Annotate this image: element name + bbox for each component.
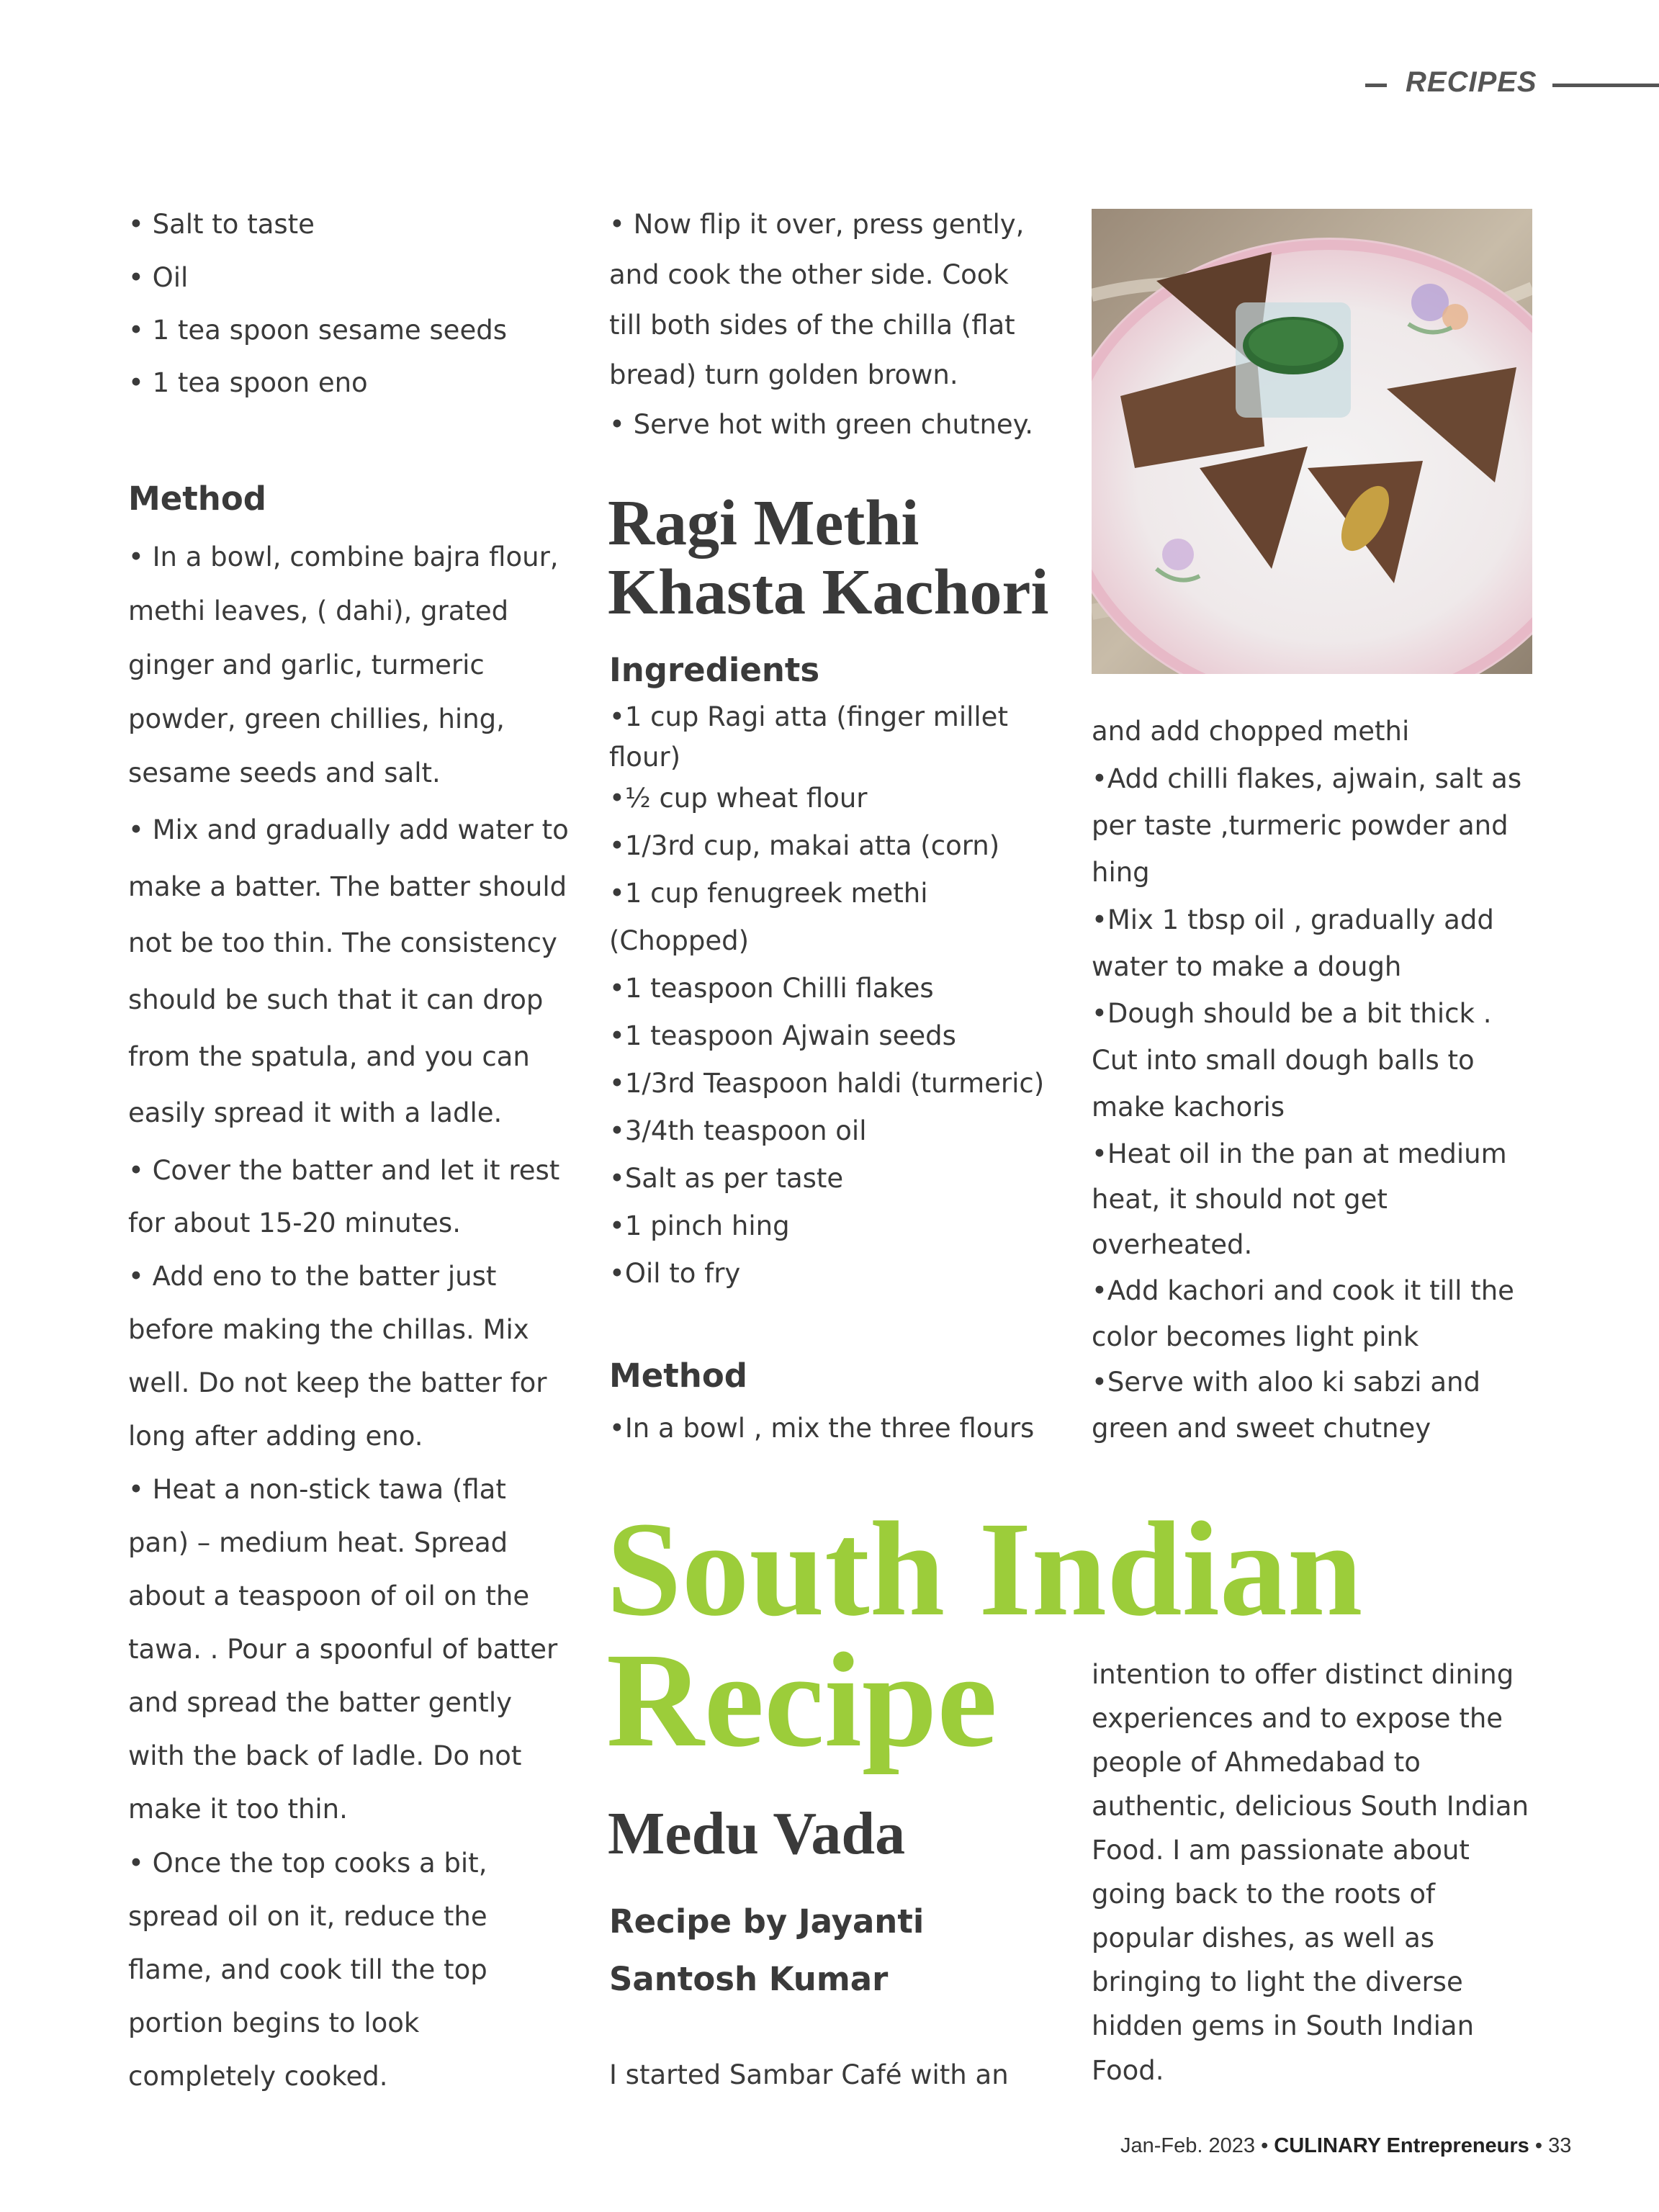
method-line: not be too thin. The consistency [128,927,557,958]
method-line: per taste ,turmeric powder and [1092,810,1509,841]
ingredient-line: •3/4th teaspoon oil [609,1115,867,1146]
ingredient-line: •1 cup Ragi atta (finger millet [609,701,1008,732]
method-line: powder, green chillies, hing, [128,703,505,734]
method-line: should be such that it can drop [128,984,544,1015]
method-line: green and sweet chutney [1092,1413,1431,1444]
method-line: •Add kachori and cook it till the [1092,1275,1514,1306]
method-line: • Cover the batter and let it rest [128,1155,560,1186]
byline: Recipe by Jayanti [609,1902,925,1941]
footer-bullet: • [1261,2134,1274,2157]
intro-line: authentic, delicious South Indian [1092,1791,1529,1822]
intro-line: popular dishes, as well as [1092,1923,1435,1954]
method-line: and cook the other side. Cook [609,259,1009,290]
ingredient-line: flour) [609,742,681,773]
method-line: about a teaspoon of oil on the [128,1581,530,1611]
method-line: portion begins to look [128,2008,420,2038]
method-line: •Dough should be a bit thick . [1092,998,1492,1029]
method-heading: Method [609,1357,747,1395]
method-line: hing [1092,857,1150,888]
method-line: before making the chillas. Mix [128,1314,529,1345]
method-line: •Mix 1 tbsp oil , gradually add [1092,904,1494,935]
magazine-name: CULINARY Entrepreneurs [1274,2134,1529,2157]
ingredient-line: •1/3rd Teaspoon haldi (turmeric) [609,1068,1045,1099]
intro-line: I started Sambar Café with an [609,2059,1009,2090]
ingredient-line: •Oil to fry [609,1258,741,1289]
method-line: make it too thin. [128,1794,348,1825]
method-line: tawa. . Pour a spoonful of batter [128,1634,558,1665]
method-line: easily spread it with a ladle. [128,1097,503,1128]
method-line: • Once the top cooks a bit, [128,1848,487,1879]
ingredient-line: •1 pinch hing [609,1210,790,1241]
method-line: make kachoris [1092,1092,1285,1123]
method-line: methi leaves, ( dahi), grated [128,595,509,626]
method-line: bread) turn golden brown. [609,359,958,390]
method-line: •In a bowl , mix the three flours [609,1413,1035,1444]
method-line: with the back of ladle. Do not [128,1740,522,1771]
ingredient-line: • Oil [128,262,189,293]
method-line: sesame seeds and salt. [128,757,441,788]
method-line: heat, it should not get [1092,1184,1388,1215]
method-line: • Mix and gradually add water to [128,814,569,845]
ingredient-line: • Salt to taste [128,209,315,240]
method-line: • Now flip it over, press gently, [609,209,1025,240]
intro-line: Food. I am passionate about [1092,1835,1470,1866]
ingredient-line: •½ cup wheat flour [609,783,868,814]
ingredient-line: • 1 tea spoon sesame seeds [128,315,507,346]
intro-line: bringing to light the diverse [1092,1966,1463,1997]
method-line: ginger and garlic, turmeric [128,649,485,680]
method-line: • Heat a non-stick tawa (flat [128,1474,506,1505]
dish-photo [1092,209,1532,674]
ingredient-line: (Chopped) [609,925,750,956]
ingredient-line: •1 teaspoon Chilli flakes [609,973,934,1004]
method-line: water to make a dough [1092,951,1402,982]
ingredient-line: •1/3rd cup, makai atta (corn) [609,830,1000,861]
method-line: overheated. [1092,1229,1253,1260]
method-heading: Method [128,480,266,518]
method-line: •Heat oil in the pan at medium [1092,1138,1507,1169]
ingredient-line: • 1 tea spoon eno [128,367,368,398]
recipe-title: Ragi Methi [608,487,920,559]
intro-line: hidden gems in South Indian [1092,2010,1475,2041]
method-line: long after adding eno. [128,1421,423,1452]
recipe-title: Khasta Kachori [608,557,1049,628]
intro-line: intention to offer distinct dining [1092,1659,1514,1690]
page-number: 33 [1548,2134,1572,2157]
intro-line: going back to the roots of [1092,1879,1436,1910]
footer-bullet: • [1534,2134,1549,2157]
method-line: well. Do not keep the batter for [128,1367,547,1398]
method-line: and spread the batter gently [128,1687,512,1718]
method-line: pan) – medium heat. Spread [128,1527,508,1558]
ingredient-line: •1 cup fenugreek methi [609,878,928,909]
method-line: flame, and cook till the top [128,1954,487,1985]
method-line: •Serve with aloo ki sabzi and [1092,1367,1480,1398]
method-line: color becomes light pink [1092,1321,1419,1352]
method-line: for about 15-20 minutes. [128,1208,461,1238]
section-label: RECIPES [1406,66,1537,98]
header-rule [1552,84,1659,87]
method-line: completely cooked. [128,2061,388,2092]
chilla-photo-illustration [1092,209,1532,674]
dish-title: Medu Vada [608,1800,906,1867]
intro-line: experiences and to expose the [1092,1703,1503,1734]
section-title: Recipe [606,1624,997,1775]
method-line: till both sides of the chilla (flat [609,310,1015,341]
byline: Santosh Kumar [609,1960,889,1998]
method-line: • Serve hot with green chutney. [609,409,1034,440]
method-line: Cut into small dough balls to [1092,1045,1475,1076]
method-line: spread oil on it, reduce the [128,1901,487,1932]
section-title: South Indian [606,1493,1363,1644]
ingredient-line: •Salt as per taste [609,1163,844,1194]
method-line: • Add eno to the batter just [128,1261,497,1292]
issue-date: Jan-Feb. 2023 [1120,2134,1256,2157]
method-line: • In a bowl, combine bajra flour, [128,541,559,572]
intro-line: Food. [1092,2055,1164,2086]
method-line: •Add chilli flakes, ajwain, salt as [1092,763,1522,794]
method-line: and add chopped methi [1092,716,1410,747]
ingredients-heading: Ingredients [609,651,820,689]
method-line: make a batter. The batter should [128,871,567,902]
ingredient-line: •1 teaspoon Ajwain seeds [609,1020,956,1051]
page-footer [1120,2134,1571,2158]
method-line: from the spatula, and you can [128,1041,530,1072]
header-dash [1365,84,1387,87]
intro-line: people of Ahmedabad to [1092,1747,1421,1778]
